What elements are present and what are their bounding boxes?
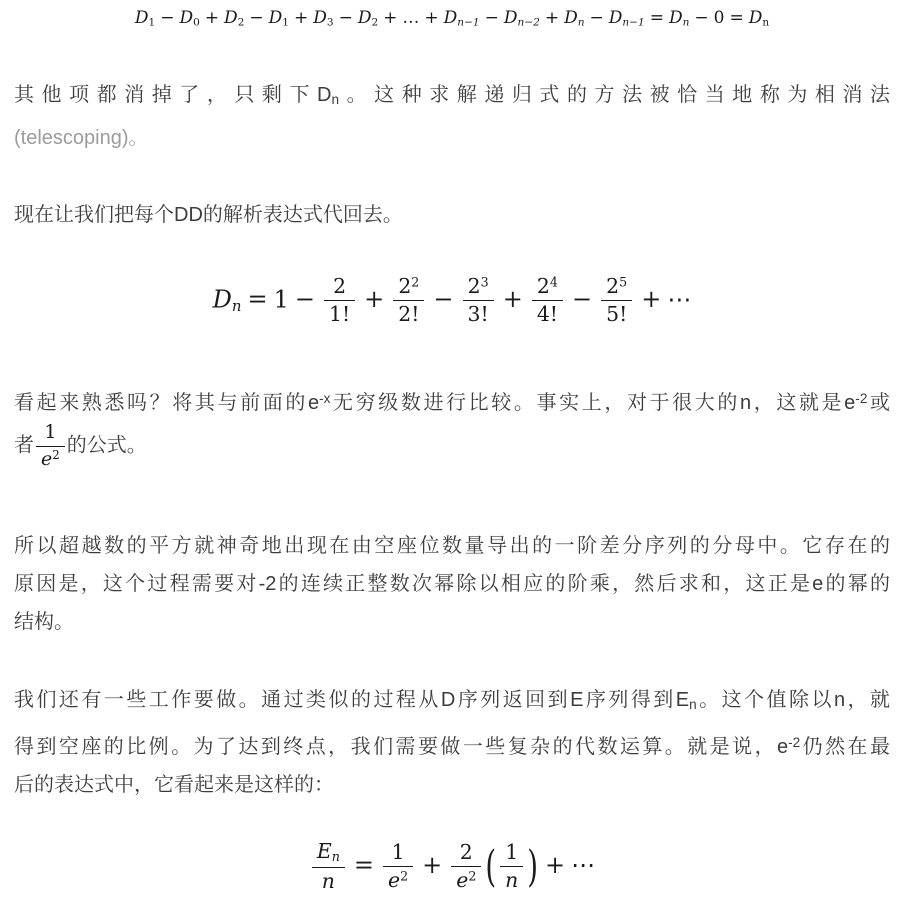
math-number: 4! [536,302,558,327]
math-operator: + [364,285,385,314]
subscript: n−1 [622,16,645,29]
math-variable: n [321,868,335,893]
text-run: 者 [14,434,34,457]
math-number: 2! [398,302,420,327]
math-variable: D [608,8,623,28]
math-variable: D [224,8,238,28]
superscript: 3 [480,274,489,290]
subscript: n−2 [517,16,540,29]
math-variable: D [212,285,232,314]
fraction-numerator [393,275,424,301]
math-variable: e [456,868,469,893]
fraction-denominator [500,867,523,892]
formula-telescoping-sum [14,8,890,29]
subscript: 2 [237,16,245,29]
math-operator: + [383,8,398,28]
paragraph-line [14,681,890,724]
math-number: ⋯ [571,851,596,880]
math-operator: − [294,285,315,314]
math-variable: e [388,868,401,893]
paragraph-line [14,603,890,641]
text-run: 现在让我们把每个DD的解析表达式代回去。 [14,204,403,226]
math-number: 0 [713,8,725,28]
fraction [312,840,345,893]
text-run: 原因是，这个过程需要对-2的连续正整数次幂除以相应的阶乘，然后求和，这正是e的幂的 [14,573,890,595]
fraction-numerator [500,841,523,867]
fraction [451,841,481,893]
fraction-numerator [36,422,65,447]
math-operator: = [649,8,664,28]
fraction [383,841,413,893]
fraction [601,275,632,327]
math-variable: D [748,8,763,28]
paragraph-transcendental-square [14,527,890,641]
math-variable: D [134,8,149,28]
text-run: 。这种求解递归式的方法被恰当地称为相消法 [339,84,891,106]
paragraph-line [14,422,890,471]
math-operator: = [247,285,268,314]
math-number: 1 [505,839,519,864]
math-operator: − [589,8,604,28]
paragraph-telescoping-note [14,76,890,157]
math-operator: − [571,285,593,314]
text-run: 结构。 [14,611,74,633]
math-operator: − [160,8,175,28]
fraction-numerator [312,840,345,868]
subscript: n [762,16,770,29]
math-number: 2 [536,274,550,298]
math-operator: + [545,851,566,880]
paragraph-looks-familiar [14,380,890,471]
subscript: n [689,696,697,712]
fraction [532,275,563,327]
superscript: 4 [549,274,558,290]
paragraph-line [14,380,890,422]
fraction [463,275,494,327]
subscript: 3 [326,16,334,29]
superscript: -2 [855,391,868,406]
superscript: 2 [411,274,420,290]
math-number: ⋯ [667,285,692,314]
paragraph-line [14,76,890,119]
fraction-numerator [532,275,563,301]
math-number: 2 [459,839,473,864]
fraction-denominator [393,301,424,326]
subscript: n [682,16,690,29]
muted-text-run: (telescoping)。 [14,126,149,149]
formula-dn-series [14,275,890,327]
paragraph-line [14,119,890,157]
text-run: 我们还有一些工作要做。通过类似的过程从D序列返回到E序列得到E [14,689,690,711]
fraction-denominator [312,868,345,893]
math-variable: e [41,447,53,470]
paragraph-line [14,724,890,766]
math-operator: + [424,8,439,28]
text-run: 。这个值除以n，就 [696,689,891,711]
parenthesis: ) [527,841,539,893]
fraction-denominator [451,867,481,892]
math-operator: − [433,285,454,314]
math-operator: + [502,285,523,314]
math-variable: D [503,8,518,28]
math-number: 1 [44,421,57,444]
paragraph-line [14,565,890,603]
math-operator: + [422,851,443,880]
subscript: n [577,16,585,29]
fraction [500,841,523,893]
fraction [36,422,65,471]
fraction-denominator [36,447,65,471]
math-variable: n [505,868,519,893]
fraction-numerator [324,275,355,301]
subscript: 1 [282,16,289,29]
text-run: 仍然在最 [800,736,891,759]
math-number: 3! [467,302,489,327]
superscript: 2 [52,448,60,463]
math-operator: + [641,285,662,314]
math-number: 2 [333,274,347,298]
math-number: 1! [328,302,351,327]
text-run: 看起来熟悉吗？将其与前面的e [14,392,320,415]
fraction-numerator [601,275,632,301]
parenthesis: ( [485,841,497,893]
paragraph-line [14,527,890,565]
subscript: n−1 [457,16,480,29]
math-operator: − [694,8,709,28]
fraction-numerator [451,841,481,867]
superscript: 5 [619,274,628,290]
fraction-denominator [532,301,563,326]
superscript: 2 [468,868,477,884]
text-run: 无穷级数进行比较。事实上，对于很大的n，这就是e [330,392,856,415]
fraction-numerator [383,841,413,867]
text-run: 其他项都消掉了，只剩下D [14,84,332,106]
math-operator: − [249,8,264,28]
fraction-numerator [463,275,494,301]
math-variable: D [668,8,683,28]
text-run: 所以超越数的平方就神奇地出现在由空座位数量导出的一阶差分序列的分母中。它存在的 [14,535,890,557]
math-number: 1 [391,839,405,864]
superscript: -2 [788,734,801,750]
math-operator: + [544,8,560,28]
math-variable: D [268,8,283,28]
text-run: 得到空座的比例。为了达到终点，我们需要做一些复杂的代数运算。就是说，e [14,736,789,759]
math-variable: D [443,8,458,28]
math-number: 1 [273,285,289,314]
math-operator: − [338,8,353,28]
subscript: n [231,297,242,316]
paragraph-substitute-back [14,196,890,234]
paragraph-line [14,766,890,804]
text-run: 后的表达式中，它看起来是这样的： [14,774,334,797]
math-operator: − [484,8,499,28]
subscript: n [331,91,340,107]
math-operator: + [204,8,220,28]
subscript: 2 [371,16,379,29]
fraction [393,275,424,327]
math-operator: = [729,8,744,28]
math-variable: D [564,8,578,28]
math-number: 2 [606,274,620,298]
math-variable: D [357,8,372,28]
text-run: 的公式。 [66,434,147,457]
superscript: -x [319,391,331,406]
math-number: … [402,8,420,28]
paragraph-line [14,196,890,234]
superscript: 2 [400,868,409,884]
paragraph-work-remaining [14,681,890,804]
math-variable: D [179,8,194,28]
math-operator: = [353,851,374,880]
math-number: 5! [606,302,628,327]
fraction-denominator [463,301,494,326]
formula-en-ratio [14,840,890,893]
math-operator: + [293,8,309,28]
math-variable: E [316,839,332,863]
fraction-denominator [383,867,413,892]
math-number: 2 [467,274,481,298]
subscript: 0 [193,16,200,29]
math-variable: D [313,8,327,28]
subscript: 1 [148,16,156,29]
fraction-denominator [601,301,632,326]
text-run: 或 [867,392,891,415]
math-number: 2 [398,274,412,298]
fraction-denominator [324,301,355,326]
fraction [324,275,355,327]
subscript: n [331,849,340,865]
